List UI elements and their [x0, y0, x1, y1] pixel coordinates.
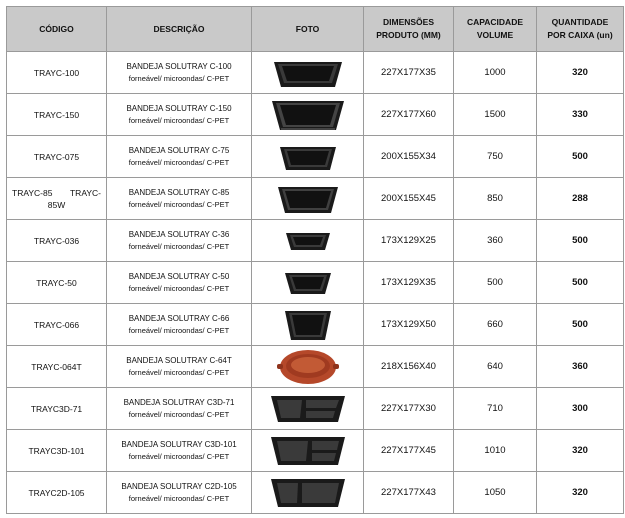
table-row [7, 136, 624, 178]
product-description: BANDEJA SOLUTRAY C3D-101 forneável/ microondas/ C-PET [107, 430, 252, 472]
product-code: TRAYC-150 [7, 94, 107, 136]
product-dimensions: 227X177X35 [364, 52, 454, 94]
product-description: BANDEJA SOLUTRAY C3D-71 forneável/ microondas/ C-PET [107, 388, 252, 430]
header-capacity: CAPACIDADE VOLUME [454, 7, 537, 52]
product-code: TRAYC-075 [7, 136, 107, 178]
product-quantity: 320 [537, 472, 624, 514]
product-photo [252, 94, 364, 136]
product-description: BANDEJA SOLUTRAY C-85 forneável/ microondas/ C-PET [107, 178, 252, 220]
black-tray-icon [275, 181, 341, 217]
two-compartment-tray-icon [268, 475, 348, 511]
header-photo: FOTO [252, 7, 364, 52]
three-compartment-tray-icon [268, 392, 348, 426]
product-photo [252, 178, 364, 220]
product-code: TRAYC3D-101 [7, 430, 107, 472]
table-row [7, 430, 624, 472]
table-row [7, 94, 624, 136]
product-dimensions: 173X129X25 [364, 220, 454, 262]
product-code: TRAYC-100 [7, 52, 107, 94]
product-quantity: 500 [537, 136, 624, 178]
product-capacity: 1050 [454, 472, 537, 514]
header-dimensions: DIMENSÕES PRODUTO (MM) [364, 7, 454, 52]
product-capacity: 360 [454, 220, 537, 262]
product-capacity: 500 [454, 262, 537, 304]
header-code: CÓDIGO [7, 7, 107, 52]
table-row [7, 52, 624, 94]
product-description: BANDEJA SOLUTRAY C-66 forneável/ microondas/ C-PET [107, 304, 252, 346]
product-quantity: 500 [537, 262, 624, 304]
product-code: TRAYC-85 TRAYC- 85W [7, 178, 107, 220]
product-dimensions: 200X155X45 [364, 178, 454, 220]
header-description: DESCRIÇÃO [107, 7, 252, 52]
product-photo [252, 220, 364, 262]
product-dimensions: 173X129X50 [364, 304, 454, 346]
table-row [7, 178, 624, 220]
product-code: TRAYC-036 [7, 220, 107, 262]
product-photo [252, 262, 364, 304]
product-code: TRAYC3D-71 [7, 388, 107, 430]
table-row [7, 304, 624, 346]
table-row [7, 472, 624, 514]
black-tray-icon [270, 55, 346, 91]
product-photo [252, 52, 364, 94]
product-capacity: 710 [454, 388, 537, 430]
product-dimensions: 227X177X30 [364, 388, 454, 430]
product-description: BANDEJA SOLUTRAY C-75 forneável/ microondas/ C-PET [107, 136, 252, 178]
product-photo [252, 388, 364, 430]
product-description: BANDEJA SOLUTRAY C-64T forneável/ microondas/ C-PET [107, 346, 252, 388]
product-dimensions: 227X177X45 [364, 430, 454, 472]
table-row [7, 262, 624, 304]
product-dimensions: 173X129X35 [364, 262, 454, 304]
product-quantity: 330 [537, 94, 624, 136]
product-code: TRAYC-066 [7, 304, 107, 346]
product-capacity: 1500 [454, 94, 537, 136]
product-dimensions: 227X177X43 [364, 472, 454, 514]
product-photo [252, 430, 364, 472]
table-row [7, 388, 624, 430]
three-compartment-tray-icon [268, 433, 348, 469]
product-dimensions: 227X177X60 [364, 94, 454, 136]
product-quantity: 500 [537, 304, 624, 346]
product-code: TRAYC-064T [7, 346, 107, 388]
product-description: BANDEJA SOLUTRAY C-100 forneável/ microondas/ C-PET [107, 52, 252, 94]
product-description: BANDEJA SOLUTRAY C-150 forneável/ microondas/ C-PET [107, 94, 252, 136]
product-capacity: 750 [454, 136, 537, 178]
table-header-row [7, 7, 624, 52]
product-quantity: 320 [537, 52, 624, 94]
product-dimensions: 218X156X40 [364, 346, 454, 388]
product-quantity: 320 [537, 430, 624, 472]
product-capacity: 640 [454, 346, 537, 388]
table-row [7, 220, 624, 262]
product-dimensions: 200X155X34 [364, 136, 454, 178]
product-quantity: 300 [537, 388, 624, 430]
product-quantity: 500 [537, 220, 624, 262]
product-spec-table [6, 6, 624, 514]
product-quantity: 360 [537, 346, 624, 388]
product-capacity: 1010 [454, 430, 537, 472]
black-tray-icon [282, 268, 334, 298]
table-row [7, 346, 624, 388]
terracotta-tray-icon [275, 348, 341, 386]
product-code: TRAYC2D-105 [7, 472, 107, 514]
black-tray-icon [283, 228, 333, 254]
product-description: BANDEJA SOLUTRAY C2D-105 forneável/ microondas/ C-PET [107, 472, 252, 514]
product-photo [252, 472, 364, 514]
product-photo [252, 136, 364, 178]
header-quantity: QUANTIDADE POR CAIXA (un) [537, 7, 624, 52]
product-photo [252, 304, 364, 346]
black-tray-icon [282, 307, 334, 343]
black-tray-icon [276, 140, 340, 174]
product-code: TRAYC-50 [7, 262, 107, 304]
product-capacity: 1000 [454, 52, 537, 94]
product-capacity: 850 [454, 178, 537, 220]
product-quantity: 288 [537, 178, 624, 220]
product-photo [252, 346, 364, 388]
product-description: BANDEJA SOLUTRAY C-36 forneável/ microondas/ C-PET [107, 220, 252, 262]
product-description: BANDEJA SOLUTRAY C-50 forneável/ microondas/ C-PET [107, 262, 252, 304]
black-tray-icon [269, 96, 347, 134]
product-capacity: 660 [454, 304, 537, 346]
